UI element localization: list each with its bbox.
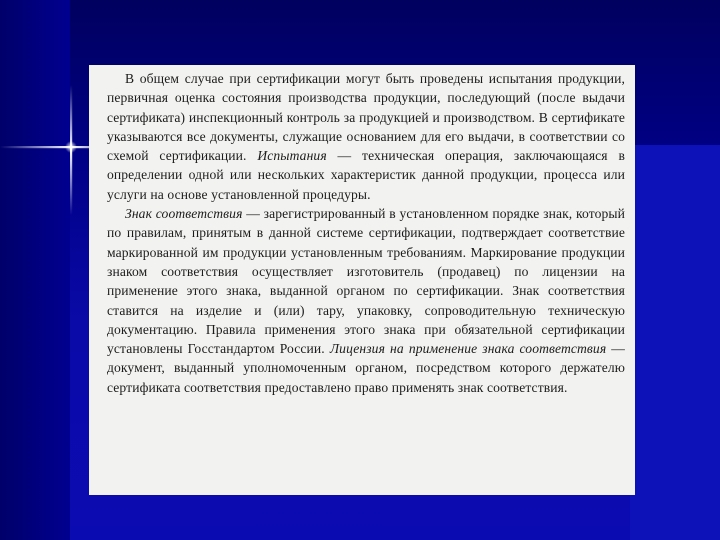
paragraph-testing: [107, 69, 625, 204]
document-page: [89, 65, 635, 495]
paragraph-text: — документ, выданный уполномоченным органом, посредством которого держателю сертификата соответствия предоставлено право применять знак соответствия.: [107, 341, 625, 395]
paragraph-text: — зарегистрированный в установленном порядке знак, который по правилам, принятым в данной системе сертификации, подтверждает соответствие маркированной им продукции установленным требованиям. Маркирование продукции знаком соответствия осуществляет изготовитель (продавец) по лицензии на применение этого знака, выданной органом по сертификации. Знак соответствия ставится на изделие и (или) тару, упаковку, сопроводительную техническую документацию. Правила применения этого знака при обязательной сертификации установлены Госстандартом России.: [107, 206, 625, 357]
term-conformity-mark: Знак соответствия: [125, 206, 243, 222]
paragraph-text: В общем случае при сертификации могут быть проведены испытания продукции, первичная оценка состояния производства продукции, последующий (после выдачи сертификата) инспекционный контроль за продукцией и производством. В сертификате указываются все документы, служащие основанием для его выдачи, в соответствии со схемой сертификации.: [107, 71, 625, 164]
slide-right-band: [630, 145, 720, 540]
slide-left-band: [0, 0, 70, 540]
paragraph-text: — техническая операция, заключающаяся в определении одной или нескольких характеристик данной продукции, процесса или услуги на основе установленной процедуры.: [107, 148, 625, 202]
term-license: Лицензия на применение знака соответствия: [329, 341, 607, 357]
term-testing: Испытания: [257, 148, 327, 164]
paragraph-conformity-mark: [107, 204, 625, 397]
